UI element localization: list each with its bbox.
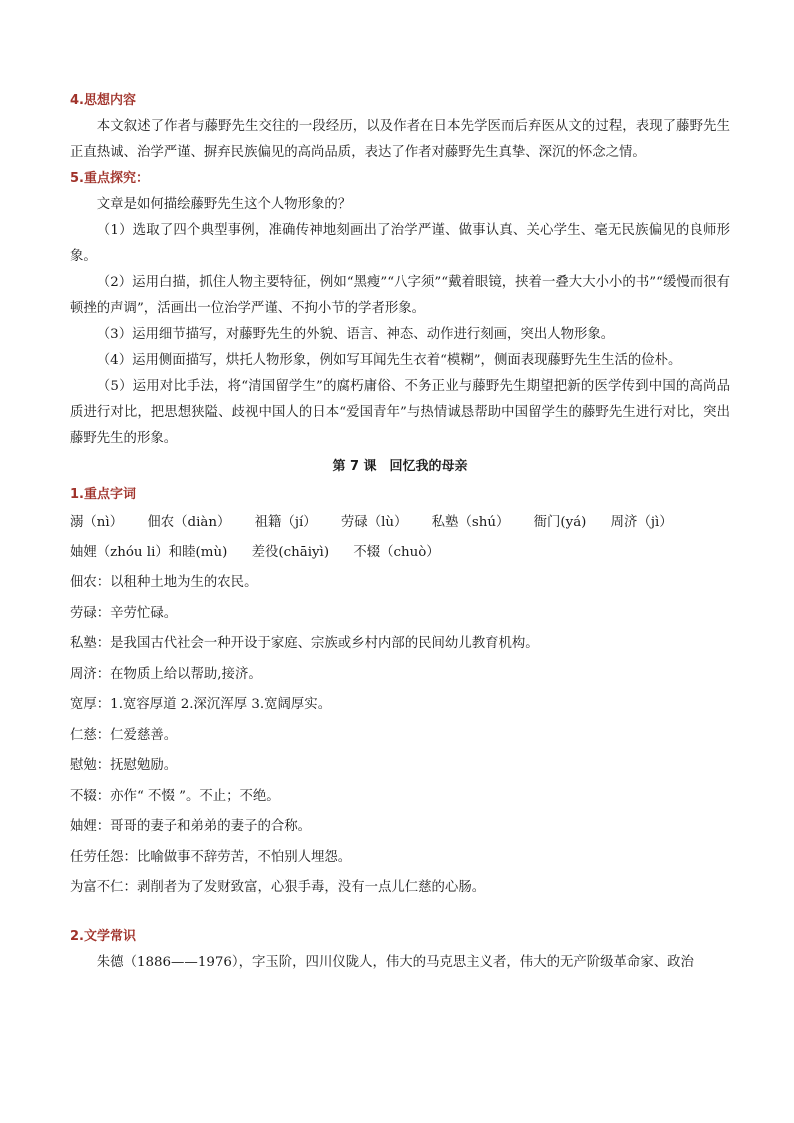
focus-question: 文章是如何描绘藤野先生这个人物形象的？ — [96, 197, 352, 212]
definition-list — [70, 568, 730, 904]
literature-paragraph: 朱德（1886——1976），字玉阶，四川仪陇人，伟大的马克思主义者，伟大的无产阶级革命家、政治 — [96, 954, 694, 970]
definition-item: 周济：在物质上给以帮助,接济。 — [70, 666, 262, 682]
section-heading-content: 4.思想内容 — [70, 93, 136, 108]
vocab-word: 差役(chāiyì) — [251, 545, 330, 560]
content-paragraph: 本文叙述了作者与藤野先生交往的一段经历，以及作者在日本先学医而后弃医从文的过程，表现了藤野先生正直热诚、治学严谨、摒弃民族偏见的高尚品质，表达了作者对藤野先生真挚、深沉的怀念之情。 — [70, 119, 730, 160]
vocab-word: 周济（jì） — [610, 515, 673, 530]
document-page — [70, 88, 730, 976]
vocab-word: 衙门(yá) — [533, 515, 587, 530]
definition-item: 为富不仁：剥削者为了发财致富，心狠手毒，没有一点儿仁慈的心肠。 — [70, 880, 486, 895]
definition-item: 慰勉：抚慰勉励。 — [70, 758, 178, 773]
vocab-word: 佃农（diàn） — [147, 515, 231, 530]
vocab-word: 妯娌（zhóu li）和睦(mù) — [70, 545, 228, 560]
vocab-word: 私塾（shú） — [431, 515, 510, 530]
definition-item: 宽厚：1.宽容厚道 2.深沉浑厚 3.宽阔厚实。 — [70, 697, 332, 712]
vocab-word: 祖籍（jí） — [254, 515, 317, 530]
focus-point-5: （5）运用对比手法，将“清国留学生”的腐朽庸俗、不务正业与藤野先生期望把新的医学传到中国的高尚品质进行对比，把思想狭隘、歧视中国人的日本“爱国青年”与热情诚恳帮助中国留学生的藤野先生进行对比，突出藤野先生的形象。 — [70, 379, 730, 446]
vocab-word: 溺（nì） — [70, 515, 124, 530]
focus-point-3: （3）运用细节描写，对藤野先生的外貌、语言、神态、动作进行刻画，突出人物形象。 — [96, 327, 615, 342]
definition-item: 劳碌：辛劳忙碌。 — [70, 605, 178, 621]
vocab-word: 劳碌（lù） — [340, 515, 408, 530]
definition-item: 私塾：是我国古代社会一种开设于家庭、宗族或乡村内部的民间幼儿教育机构。 — [70, 636, 539, 651]
definition-item: 不辍：亦作“ 不惙 ”。不止；不绝。 — [70, 788, 280, 804]
focus-point-4: （4）运用侧面描写，烘托人物形象，例如写耳闻先生衣着“模糊”，侧面表现藤野先生生活的俭朴。 — [96, 353, 682, 368]
vocab-heading: 1.重点字词 — [70, 487, 136, 502]
definition-item: 任劳任怨：比喻做事不辞劳苦，不怕别人埋怨。 — [70, 849, 352, 865]
definition-item: 佃农：以租种土地为生的农民。 — [70, 575, 258, 590]
vocab-row-1 — [70, 508, 730, 538]
definition-item: 仁慈：仁爱慈善。 — [70, 727, 178, 743]
vocab-row-2 — [70, 538, 730, 568]
lesson-title: 第 7 课 回忆我的母亲 — [332, 459, 468, 474]
definition-item: 妯娌：哥哥的妻子和弟弟的妻子的合称。 — [70, 819, 312, 834]
vocab-word: 不辍（chuò） — [353, 545, 440, 560]
focus-point-1: （1）选取了四个典型事例，准确传神地刻画出了治学严谨、做事认真、关心学生、毫无民族偏见的良师形象。 — [70, 223, 730, 264]
section-heading-focus: 5.重点探究： — [70, 171, 149, 186]
literature-heading: 2.文学常识 — [70, 928, 136, 944]
focus-point-2: （2）运用白描，抓住人物主要特征，例如“黑瘦”“八字须”“戴着眼镜，挟着一叠大大小小的书”“缓慢而很有顿挫的声调”，活画出一位治学严谨、不拘小节的学者形象。 — [70, 275, 730, 316]
